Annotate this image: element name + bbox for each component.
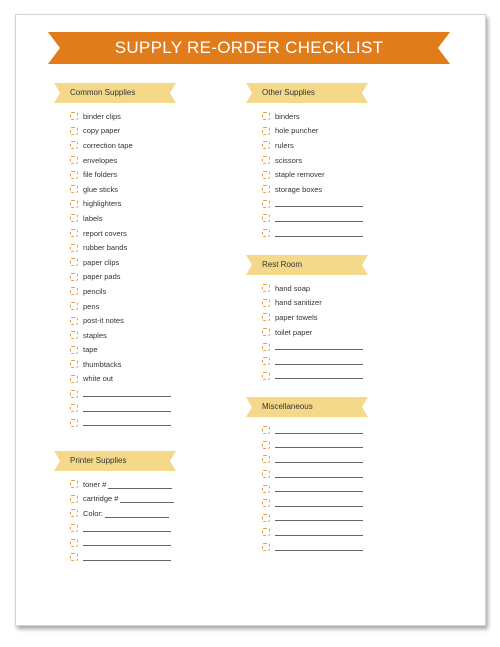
blank-line[interactable] [275,520,363,521]
blank-checklist-item [262,511,376,526]
item-label: rubber bands [83,243,128,253]
item-label: Color: [83,508,104,518]
item-label: hand sanitizer [275,298,322,308]
blank-checklist-item [70,415,184,430]
section-title: Miscellaneous [262,402,313,411]
checklist-item [70,182,184,197]
checklist-item [70,299,184,314]
checkbox[interactable] [262,372,270,380]
checkbox[interactable] [262,426,270,434]
item-label: report covers [83,228,127,238]
blank-line[interactable] [83,396,171,397]
checklist-item [262,153,376,168]
checklist-item [262,182,376,197]
checkbox[interactable] [70,302,78,310]
checklist-item [70,124,184,139]
fill-in-label [83,509,169,518]
fill-in-label [83,480,172,489]
checkbox[interactable] [70,419,78,427]
checklist-item [70,284,184,299]
checklist-item [262,296,376,311]
miscellaneous-list [246,423,376,554]
blank-checklist-item [262,496,376,511]
checklist-item [70,240,184,255]
section-printer-supplies [54,451,184,565]
section-title: Common Supplies [70,88,136,97]
checkbox[interactable] [70,360,78,368]
checklist-item [70,109,184,124]
checkbox[interactable] [262,284,270,292]
blank-line[interactable] [275,506,363,507]
checkbox[interactable] [262,528,270,536]
blank-checklist-item [262,481,376,496]
blank-line[interactable] [275,433,363,434]
checklist-item [262,281,376,296]
checkbox[interactable] [262,141,270,149]
item-label: scissors [275,155,303,165]
blank-checklist-item [262,525,376,540]
checkbox[interactable] [262,485,270,493]
checkbox[interactable] [262,185,270,193]
blank-checklist-item [262,540,376,555]
blank-line[interactable] [275,236,363,237]
blank-line[interactable] [275,477,363,478]
checkbox[interactable] [70,553,78,561]
blank-checklist-item [262,423,376,438]
section-title: Other Supplies [262,88,315,97]
checkbox[interactable] [262,455,270,463]
item-label: toner # [83,479,107,489]
section-miscellaneous [246,397,376,554]
blank-line[interactable] [83,531,171,532]
item-label: paper clips [83,257,120,267]
checkbox[interactable] [262,313,270,321]
checkbox[interactable] [70,185,78,193]
blank-line[interactable] [275,550,363,551]
checkbox[interactable] [70,127,78,135]
section-other-supplies [246,83,376,240]
checkbox[interactable] [262,328,270,336]
checkbox[interactable] [70,171,78,179]
item-label: pens [83,301,100,311]
section-header [54,83,176,103]
checkbox[interactable] [262,127,270,135]
checklist-item [70,477,184,492]
item-label: paper towels [275,312,318,322]
item-label: storage boxes [275,184,323,194]
blank-line[interactable] [275,462,363,463]
item-label: labels [83,213,103,223]
checkbox[interactable] [70,495,78,503]
checklist-item [262,138,376,153]
item-label: binders [275,111,300,121]
blank-checklist-item [262,467,376,482]
blank-checklist-item [70,401,184,416]
checkbox[interactable] [262,156,270,164]
checkbox[interactable] [70,156,78,164]
checklist-item [262,109,376,124]
checklist-item [70,197,184,212]
checkbox[interactable] [262,214,270,222]
blank-line[interactable] [275,206,363,207]
checklist-item [262,167,376,182]
section-header [246,255,368,275]
page-title: SUPPLY RE-ORDER CHECKLIST [114,38,384,57]
blank-line[interactable] [275,447,363,448]
blank-checklist-item [262,452,376,467]
checklist-item [70,211,184,226]
checklist-item [70,343,184,358]
item-label: paper pads [83,272,121,282]
fill-in-line[interactable] [105,517,169,518]
section-title: Rest Room [262,260,303,269]
blank-line[interactable] [275,349,363,350]
blank-line[interactable] [275,491,363,492]
blank-line[interactable] [275,535,363,536]
item-label: copy paper [83,126,121,136]
checklist-item [262,325,376,340]
item-label: correction tape [83,140,133,150]
item-label: hand soap [275,283,311,293]
item-label: binder clips [83,111,121,121]
checkbox[interactable] [70,346,78,354]
checkbox[interactable] [262,514,270,522]
checkbox[interactable] [70,258,78,266]
checklist-item [70,357,184,372]
blank-checklist-item [262,339,376,354]
checkbox[interactable] [70,317,78,325]
checkbox[interactable] [70,244,78,252]
fill-in-line[interactable] [108,488,172,489]
checkbox[interactable] [70,404,78,412]
checklist-item [70,167,184,182]
checklist-item [70,372,184,387]
rest-room-list [246,281,376,383]
blank-line[interactable] [275,378,363,379]
section-title: Printer Supplies [70,456,127,465]
blank-checklist-item [262,211,376,226]
item-label: file folders [83,170,118,180]
blank-line[interactable] [275,221,363,222]
checkbox[interactable] [262,499,270,507]
blank-checklist-item [70,550,184,565]
checklist-item [70,328,184,343]
checkbox[interactable] [70,229,78,237]
item-label: staples [83,330,107,340]
checkbox[interactable] [262,543,270,551]
checkbox[interactable] [262,171,270,179]
title-banner [48,32,450,64]
blank-checklist-item [262,438,376,453]
section-header [246,397,368,417]
checkbox[interactable] [70,141,78,149]
checklist-item [70,313,184,328]
blank-line[interactable] [83,560,171,561]
item-label: tape [83,345,98,355]
blank-checklist-item [262,354,376,369]
checkbox[interactable] [70,375,78,383]
blank-checklist-item [70,535,184,550]
checkbox[interactable] [262,357,270,365]
item-label: hole puncher [275,126,319,136]
checklist-item [262,310,376,325]
item-label: glue sticks [83,184,119,194]
checkbox[interactable] [70,200,78,208]
checkbox[interactable] [70,287,78,295]
checkbox[interactable] [70,390,78,398]
checkbox[interactable] [262,299,270,307]
checkbox[interactable] [262,441,270,449]
item-label: pencils [83,286,107,296]
blank-line[interactable] [83,425,171,426]
checklist-item [70,506,184,521]
blank-line[interactable] [83,411,171,412]
checkbox[interactable] [70,331,78,339]
section-common-supplies [54,83,184,430]
checkbox[interactable] [262,470,270,478]
item-label: highlighters [83,199,122,209]
checkbox[interactable] [70,112,78,120]
checkbox[interactable] [262,343,270,351]
item-label: white out [83,374,114,384]
item-label: toilet paper [275,327,313,337]
item-label: thumbtacks [83,359,122,369]
section-header [54,451,176,471]
item-label: rulers [275,140,294,150]
checklist-item [70,138,184,153]
checklist-item [70,270,184,285]
checkbox[interactable] [70,273,78,281]
item-label: post-it notes [83,316,124,326]
common-supplies-list [54,109,184,430]
other-supplies-list [246,109,376,240]
blank-checklist-item [262,226,376,241]
checkbox[interactable] [70,539,78,547]
item-label: envelopes [83,155,118,165]
printer-supplies-list [54,477,184,565]
section-rest-room [246,255,376,383]
blank-line[interactable] [83,545,171,546]
checkbox[interactable] [262,229,270,237]
checkbox[interactable] [70,509,78,517]
blank-checklist-item [262,197,376,212]
checklist-item [70,255,184,270]
checklist-item [70,492,184,507]
checkbox[interactable] [70,524,78,532]
checkbox[interactable] [262,200,270,208]
item-label: staple remover [275,170,325,180]
section-header [246,83,368,103]
blank-checklist-item [70,386,184,401]
blank-checklist-item [262,369,376,384]
fill-in-line[interactable] [120,502,174,503]
blank-line[interactable] [275,364,363,365]
checklist-item [262,124,376,139]
checklist-item [70,226,184,241]
checkbox[interactable] [262,112,270,120]
checklist-item [70,153,184,168]
checkbox[interactable] [70,214,78,222]
fill-in-label [83,494,174,503]
item-label: cartridge # [83,494,119,504]
blank-checklist-item [70,521,184,536]
checkbox[interactable] [70,480,78,488]
